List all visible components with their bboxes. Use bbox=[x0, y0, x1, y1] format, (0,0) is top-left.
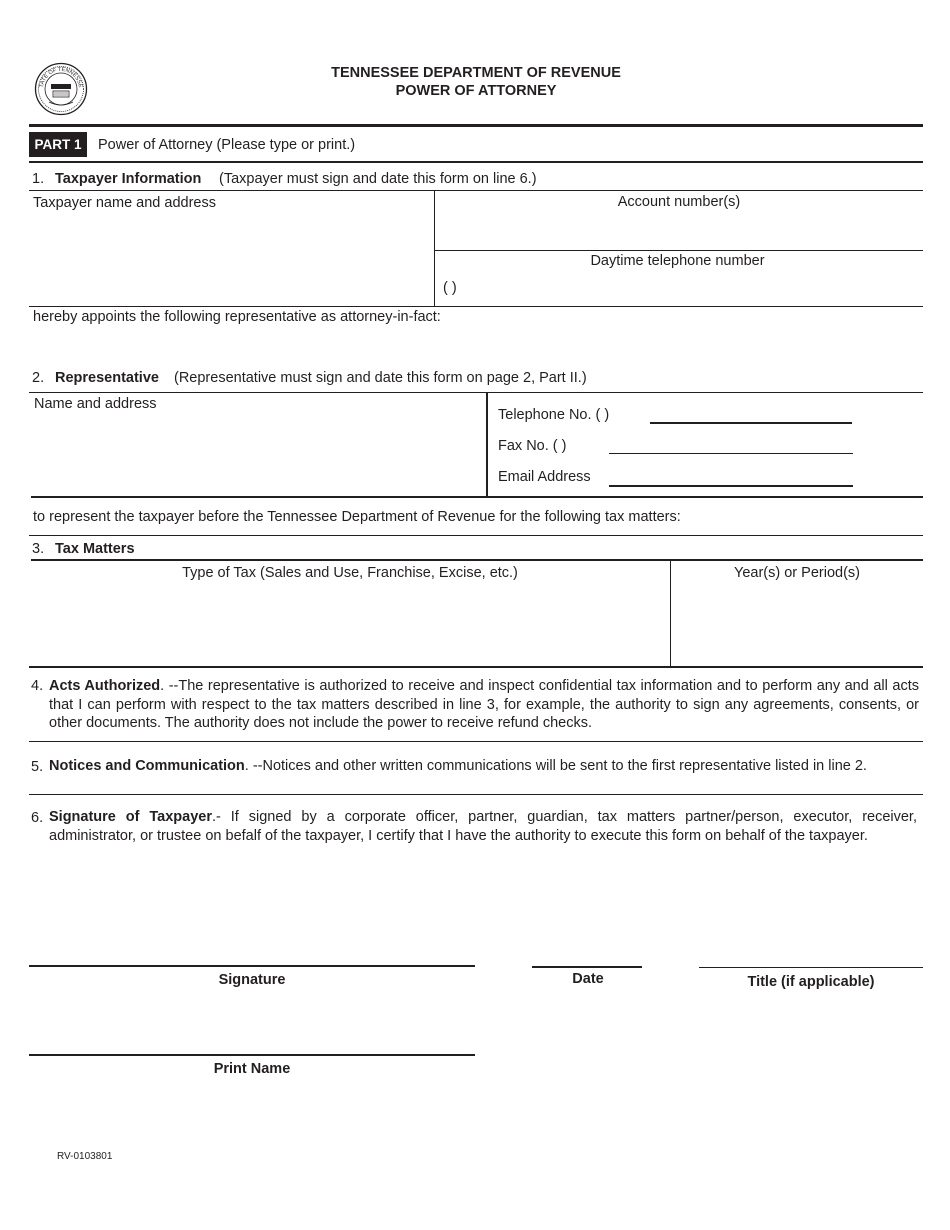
agency-title: TENNESSEE DEPARTMENT OF REVENUE bbox=[331, 65, 621, 81]
signature-field[interactable] bbox=[29, 920, 475, 964]
section2-top-rule bbox=[29, 392, 923, 393]
tax-type-header: Type of Tax (Sales and Use, Franchise, Excise, etc.) bbox=[182, 565, 518, 581]
section1-number: 1. bbox=[32, 171, 45, 187]
rep-email-field[interactable] bbox=[609, 485, 853, 487]
section1-note: (Taxpayer must sign and date this form on line 6.) bbox=[219, 171, 537, 187]
representative-name-label: Name and address bbox=[34, 396, 157, 412]
taxpayer-name-field[interactable] bbox=[30, 212, 432, 304]
part1-badge: PART 1 bbox=[29, 132, 87, 157]
title-label: Title (if applicable) bbox=[747, 974, 875, 990]
section5-heading: Notices and Communication bbox=[49, 758, 245, 774]
rep-fax-label: Fax No. ( ) bbox=[498, 438, 567, 454]
rep-telephone-label: Telephone No. ( ) bbox=[498, 407, 610, 423]
section3-bottom-rule bbox=[29, 666, 923, 668]
section1-bottom-rule bbox=[29, 306, 923, 307]
section3-heading: Tax Matters bbox=[55, 541, 135, 557]
seal-text: TATE OF TENNESSE bbox=[39, 66, 83, 89]
print-name-line bbox=[29, 1054, 475, 1056]
section5-number: 5. bbox=[31, 759, 44, 775]
section2-number: 2. bbox=[32, 370, 45, 386]
title-field[interactable] bbox=[699, 922, 923, 966]
date-field[interactable] bbox=[532, 920, 642, 965]
section3-number: 3. bbox=[32, 541, 45, 557]
daytime-phone-field[interactable]: ( ) bbox=[443, 280, 457, 296]
tax-period-field[interactable] bbox=[673, 585, 921, 663]
section1-top-rule bbox=[29, 190, 923, 191]
represent-text: to represent the taxpayer before the Tennessee Department of Revenue for the following tax matters: bbox=[33, 509, 681, 525]
part1-title: Power of Attorney (Please type or print.) bbox=[98, 137, 356, 153]
print-name-field[interactable] bbox=[29, 1010, 475, 1053]
rep-telephone-field[interactable] bbox=[650, 422, 852, 424]
section4-paragraph bbox=[31, 677, 919, 733]
tax-type-field[interactable] bbox=[33, 585, 667, 663]
section4-number: 4. bbox=[31, 678, 44, 694]
title-line bbox=[699, 967, 923, 968]
account-bottom-rule bbox=[434, 250, 923, 251]
taxpayer-name-label: Taxpayer name and address bbox=[33, 195, 216, 211]
part1-bottom-rule bbox=[29, 161, 923, 163]
tax-period-header: Year(s) or Period(s) bbox=[734, 565, 860, 581]
date-line bbox=[532, 966, 642, 968]
section4-text: . --The representative is authorized to receive and inspect confidential tax information and to perform any and all acts that I can perform with respect to the tax matters described in line 3, for example, the authority to sign any agreements, consents, or other documents. The authority does not include the power to receive refund checks. bbox=[49, 678, 919, 731]
daytime-phone-label: Daytime telephone number bbox=[590, 253, 765, 269]
section6-text: .- If signed by a corporate officer, partner, guardian, tax matters partner/person, executor, receiver, administrator, or trustee on befalf of the taxpayer, I certify that I have the authority to execute this form on behalf of the taxpayer. bbox=[49, 809, 917, 844]
representative-name-field[interactable] bbox=[31, 414, 483, 494]
rep-email-label: Email Address bbox=[498, 469, 591, 485]
section2-heading: Representative bbox=[55, 370, 159, 386]
account-number-field[interactable] bbox=[438, 212, 920, 248]
section1-heading: Taxpayer Information bbox=[55, 171, 202, 187]
section3-top-rule bbox=[29, 535, 923, 536]
form-number: RV-0103801 bbox=[57, 1151, 113, 1162]
section6-heading: Signature of Taxpayer bbox=[49, 809, 212, 825]
section4-bottom-rule bbox=[29, 741, 923, 742]
section5-text: . --Notices and other written communications will be sent to the first representative listed in line 2. bbox=[244, 758, 867, 774]
section4-heading: Acts Authorized bbox=[49, 678, 161, 694]
section2-divider bbox=[486, 393, 488, 496]
account-number-label: Account number(s) bbox=[617, 194, 741, 210]
part1-top-rule bbox=[29, 124, 923, 127]
section6-number: 6. bbox=[31, 810, 44, 826]
print-name-label: Print Name bbox=[213, 1061, 291, 1077]
section2-bottom-rule bbox=[31, 496, 923, 498]
form-title: POWER OF ATTORNEY bbox=[395, 83, 557, 99]
date-label: Date bbox=[572, 971, 604, 987]
appoints-text: hereby appoints the following representative as attorney-in-fact: bbox=[33, 309, 441, 325]
section5-paragraph bbox=[31, 757, 924, 776]
section5-bottom-rule bbox=[29, 794, 923, 795]
section6-paragraph bbox=[31, 808, 917, 845]
section2-note: (Representative must sign and date this form on page 2, Part II.) bbox=[174, 370, 587, 386]
signature-label: Signature bbox=[218, 972, 286, 988]
signature-line bbox=[29, 965, 475, 967]
section3-header-rule bbox=[31, 559, 923, 561]
rep-fax-field[interactable] bbox=[609, 453, 853, 454]
